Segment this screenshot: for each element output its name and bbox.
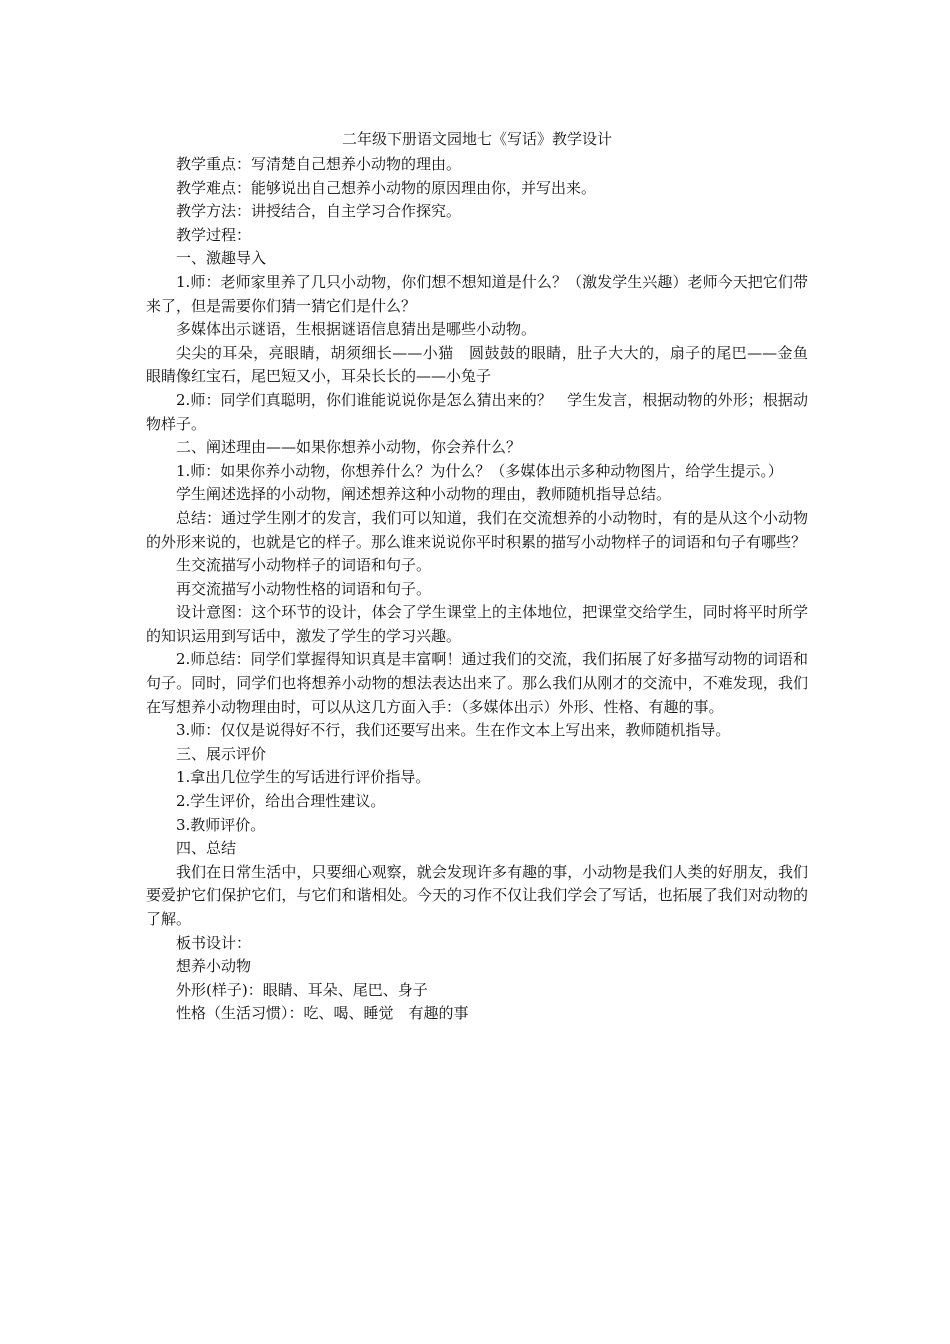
section-heading-3: 三、展示评价 <box>176 744 267 763</box>
paragraph: 再交流描写小动物性格的词语和句子。 <box>176 579 432 598</box>
paragraph: 2.师总结：同学们掌握得知识真是丰富啊！通过我们的交流，我们拓展了好多描写动物的词语和句子。同时，同学们也将想养小动物的想法表达出来了。那么我们从刚才的交流中，不难发现，我们在写想养小动物理由时，可以从这几方面入手：（多媒体出示）外形、性格、有趣的事。 <box>146 650 808 716</box>
paragraph-teaching-method: 教学方法：讲授结合，自主学习合作探究。 <box>176 202 462 221</box>
paragraph: 生交流描写小动物样子的词语和句子。 <box>176 556 432 575</box>
board-design-line: 想养小动物 <box>176 957 252 976</box>
paragraph: 2.师：同学们真聪明，你们谁能说说你是怎么猜出来的？ 学生发言，根据动物的外形；根据动物样子。 <box>146 390 808 433</box>
paragraph: 多媒体出示谜语，生根据谜语信息猜出是哪些小动物。 <box>176 320 537 339</box>
paragraph-summary: 总结：通过学生刚才的发言，我们可以知道，我们在交流想养的小动物时，有的是从这个小动物的外形来说的，也就是它的样子。那么谁来说说你平时积累的描写小动物样子的词语和句子有哪些？ <box>146 508 808 551</box>
document-title: 二年级下册语文园地七《写话》教学设计 <box>341 130 612 148</box>
board-design-line: 外形(样子)：眼睛、耳朵、尾巴、身子 <box>176 980 428 999</box>
paragraph-design-intent: 设计意图：这个环节的设计，体会了学生课堂上的主体地位，把课堂交给学生，同时将平时所学的知识运用到写话中，激发了学生的学习兴趣。 <box>146 603 808 645</box>
list-item: 1.拿出几位学生的写话进行评价指导。 <box>176 768 431 787</box>
paragraph-teaching-process: 教学过程： <box>176 225 252 244</box>
board-design-line: 性格（生活习惯）：吃、喝、睡觉 有趣的事 <box>176 1004 469 1023</box>
paragraph-teaching-difficulty: 教学难点：能够说出自己想养小动物的原因理由你，并写出来。 <box>176 178 597 197</box>
section-heading-1: 一、激趣导入 <box>176 249 267 268</box>
document-page <box>146 128 824 1026</box>
paragraph-conclusion: 我们在日常生活中，只要细心观察，就会发现许多有趣的事，小动物是我们人类的好朋友，我们要爱护它们保护它们，与它们和谐相处。今天的习作不仅让我们学会了写话，也拓展了我们对动物的了解。 <box>146 862 808 928</box>
paragraph-teaching-focus: 教学重点：写清楚自己想养小动物的理由。 <box>176 155 462 173</box>
list-item: 3.教师评价。 <box>176 815 266 834</box>
section-heading-2: 二、阐述理由——如果你想养小动物，你会养什么？ <box>176 438 522 457</box>
paragraph: 1.师：如果你养小动物，你想养什么？为什么？（多媒体出示多种动物图片，给学生提示。） <box>176 461 783 480</box>
board-design-heading: 板书设计： <box>176 933 252 952</box>
paragraph: 1.师：老师家里养了几只小动物，你们想不想知道是什么？（激发学生兴趣）老师今天把它们带来了，但是需要你们猜一猜它们是什么？ <box>146 272 808 315</box>
list-item: 2.学生评价，给出合理性建议。 <box>176 792 386 811</box>
section-heading-4: 四、总结 <box>176 839 237 858</box>
paragraph: 学生阐述选择的小动物，阐述想养这种小动物的理由，教师随机指导总结。 <box>176 485 672 504</box>
document-body <box>146 153 824 1026</box>
paragraph-riddles: 尖尖的耳朵，亮眼睛，胡须细长——小猫 圆鼓鼓的眼睛，肚子大大的，扇子的尾巴——金鱼 眼睛像红宝石，尾巴短又小，耳朵长长的——小兔子 <box>146 343 824 386</box>
paragraph: 3.师：仅仅是说得好不行，我们还要写出来。生在作文本上写出来，教师随机指导。 <box>176 721 731 740</box>
